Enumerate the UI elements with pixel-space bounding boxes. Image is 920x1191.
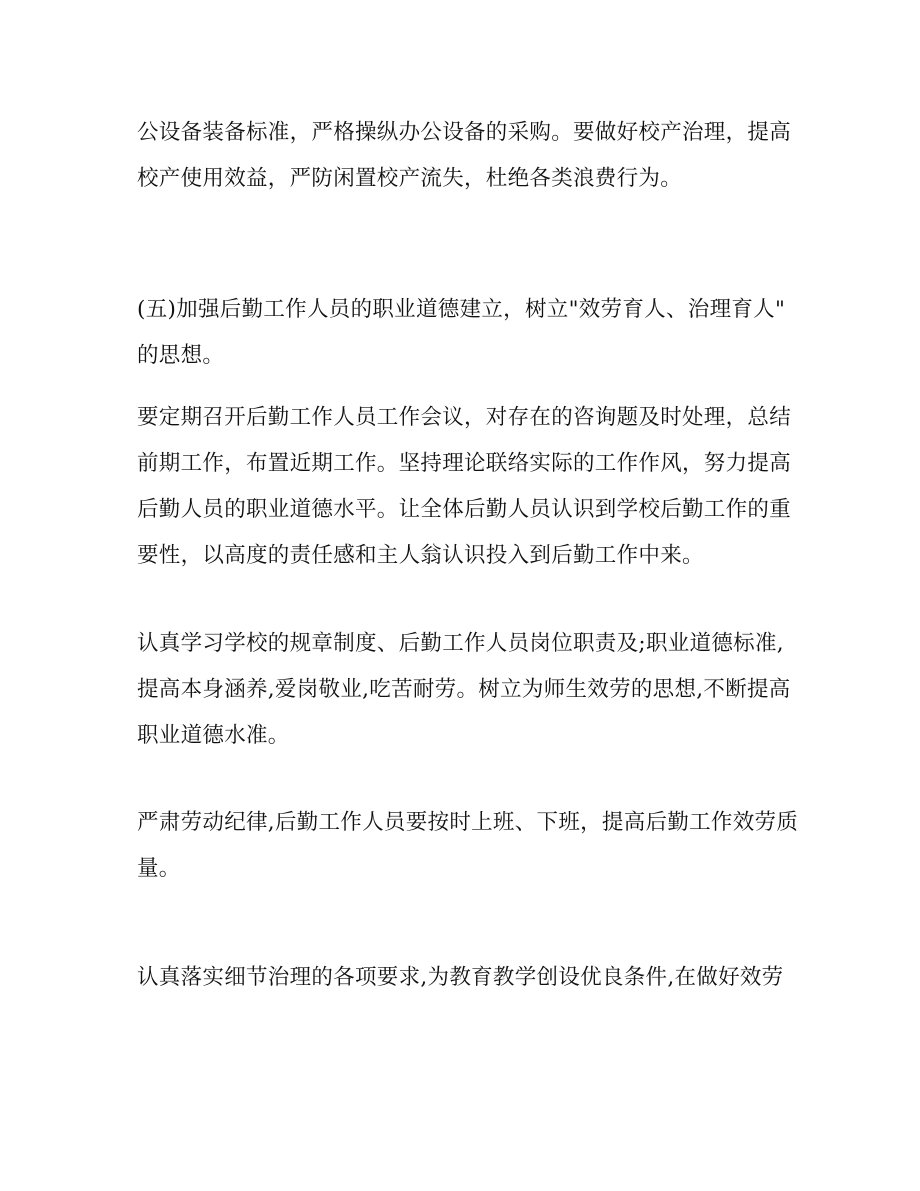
text-line: 认真学习学校的规章制度、后勤工作人员岗位职责及;职业道德标准, [137,631,784,656]
text-line: 后勤人员的职业道德水平。让全体后勤人员认识到学校后勤工作的重 [137,497,792,522]
text-line: 认真落实细节治理的各项要求,为教育教学创设优良条件,在做好效劳 [137,965,784,990]
text-line: 公设备装备标准，严格操纵办公设备的采购。要做好校产治理，提高 [137,120,792,145]
section-heading-five [137,287,787,379]
paragraph-labor-discipline [137,800,799,892]
paragraph-detail-management [137,955,787,1001]
paragraph-staff-meetings [137,395,792,579]
text-line: 职业道德水准。 [137,723,290,748]
text-line: 严肃劳动纪律,后勤工作人员要按时上班、下班，提高后勤工作效劳质 [137,810,799,835]
text-line: 要性，以高度的责任感和主人翁认识投入到后勤工作中来。 [137,543,704,568]
text-line: (五)加强后勤工作人员的职业道德建立，树立"效劳育人、治理育人" [137,297,786,322]
text-line: 校产使用效益，严防闲置校产流失，杜绝各类浪费行为。 [137,166,683,191]
paragraph-study-regulations [137,621,791,759]
text-line: 提高本身涵养,爱岗敬业,吃苦耐劳。树立为师生效劳的思想,不断提高 [137,677,791,702]
text-line: 前期工作，布置近期工作。坚持理论联络实际的工作作风，努力提高 [137,451,792,476]
text-line: 的思想。 [137,343,225,368]
paragraph-equipment-management [137,110,792,202]
text-line: 要定期召开后勤工作人员工作会议，对存在的咨询题及时处理，总结 [137,405,792,430]
text-line: 量。 [137,856,181,881]
